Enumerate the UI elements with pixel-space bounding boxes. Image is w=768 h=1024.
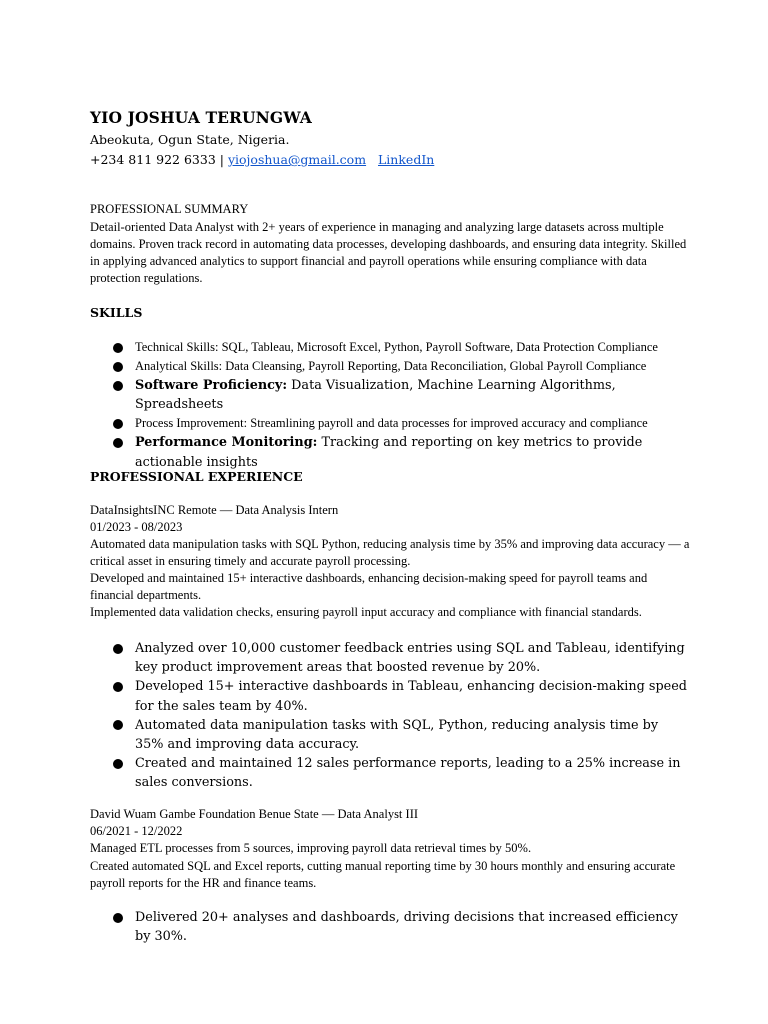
skill-label: Performance Monitoring: bbox=[135, 435, 318, 451]
list-item bbox=[90, 433, 690, 471]
skill-text: Process Improvement: Streamlining payroll and data processes for improved accuracy and compliance bbox=[135, 416, 648, 431]
bullet-icon bbox=[113, 759, 123, 769]
list-item bbox=[90, 357, 690, 376]
skill-text: Technical Skills: SQL, Tableau, Microsoft Excel, Python, Payroll Software, Data Protection Compliance bbox=[135, 340, 658, 354]
job-title: DataInsightsINC Remote — Data Analysis Intern bbox=[90, 503, 339, 517]
job-paragraph: Automated data manipulation tasks with SQL Python, reducing analysis time by 35% and improving data accuracy — a critical asset in ensuring timely and accurate payroll processing. bbox=[90, 537, 690, 568]
list-item bbox=[90, 716, 690, 754]
job-bullets bbox=[90, 639, 690, 793]
bullet-text: Developed 15+ interactive dashboards in Tableau, enhancing decision-making speed for the sales team by 40%. bbox=[135, 679, 687, 714]
list-item bbox=[90, 639, 690, 677]
bullet-icon bbox=[113, 682, 123, 692]
list-item bbox=[90, 338, 690, 357]
list-item bbox=[90, 414, 690, 433]
experience-heading: PROFESSIONAL EXPERIENCE bbox=[90, 469, 303, 484]
bullet-text: Automated data manipulation tasks with SQL, Python, reducing analysis time by 35% and improving data accuracy. bbox=[135, 717, 659, 753]
bullet-icon bbox=[113, 720, 123, 730]
email-link[interactable]: yiojoshua@gmail.com bbox=[227, 152, 367, 167]
bullet-text: Delivered 20+ analyses and dashboards, driving decisions that increased efficiency by 30%. bbox=[135, 910, 678, 945]
job-bullets bbox=[90, 908, 690, 946]
skill-text: Analytical Skills: Data Cleansing, Payroll Reporting, Data Reconciliation, Global Payroll Compliance bbox=[135, 359, 647, 373]
skills-list bbox=[90, 338, 690, 472]
candidate-name: YIO JOSHUA TERUNGWA bbox=[90, 108, 312, 127]
skills-heading: SKILLS bbox=[90, 305, 143, 320]
skill-text: Data Visualization, Machine Learning Algorithms, Spreadsheets bbox=[135, 378, 616, 413]
bullet-text: Created and maintained 12 sales performance reports, leading to a 25% increase in sales conversions. bbox=[135, 756, 681, 791]
bullet-icon bbox=[113, 913, 123, 923]
job-paragraph: Managed ETL processes from 5 sources, improving payroll data retrieval times by 50%. bbox=[90, 841, 532, 855]
bullet-icon bbox=[113, 362, 123, 372]
location: Abeokuta, Ogun State, Nigeria. bbox=[90, 132, 290, 147]
bullet-icon bbox=[113, 419, 123, 429]
job-paragraph: Implemented data validation checks, ensuring payroll input accuracy and compliance with financial standards. bbox=[90, 605, 642, 619]
job-paragraph: Created automated SQL and Excel reports, cutting manual reporting time by 30 hours monthly and ensuring accurate payroll reports for the HR and finance teams. bbox=[90, 859, 676, 890]
bullet-icon bbox=[113, 438, 123, 448]
bullet-icon bbox=[113, 644, 123, 654]
list-item bbox=[90, 677, 690, 715]
list-item bbox=[90, 908, 690, 946]
job-dates: 06/2021 - 12/2022 bbox=[90, 824, 183, 838]
job-title: David Wuam Gambe Foundation Benue State — Data Analyst III bbox=[90, 807, 419, 821]
job-dates: 01/2023 - 08/2023 bbox=[90, 520, 183, 534]
phone: +234 811 922 6333 | bbox=[90, 152, 224, 167]
skill-label: Software Proficiency: bbox=[135, 378, 288, 393]
job-paragraph: Developed and maintained 15+ interactive dashboards, enhancing decision-making speed for payroll teams and financial departments. bbox=[90, 571, 648, 602]
summary-heading: PROFESSIONAL SUMMARY bbox=[90, 202, 249, 216]
bullet-icon bbox=[113, 381, 123, 391]
bullet-text: Analyzed over 10,000 customer feedback entries using SQL and Tableau, identifying key product improvement areas that boosted revenue by 20%. bbox=[135, 641, 685, 676]
list-item bbox=[90, 754, 690, 792]
summary-text: Detail-oriented Data Analyst with 2+ years of experience in managing and analyzing large datasets across multiple domains. Proven track record in automating data processes, developing dashboards, and ensuring data integrity. Skilled in applying advanced analytics to support financial and payroll operations while ensuring compliance with data protection regulations. bbox=[90, 220, 687, 285]
skill-text: Tracking and reporting on key metrics to provide actionable insights bbox=[135, 435, 643, 470]
list-item bbox=[90, 376, 690, 414]
linkedin-link[interactable]: LinkedIn bbox=[378, 152, 435, 167]
contact-line bbox=[90, 152, 434, 167]
bullet-icon bbox=[113, 343, 123, 353]
